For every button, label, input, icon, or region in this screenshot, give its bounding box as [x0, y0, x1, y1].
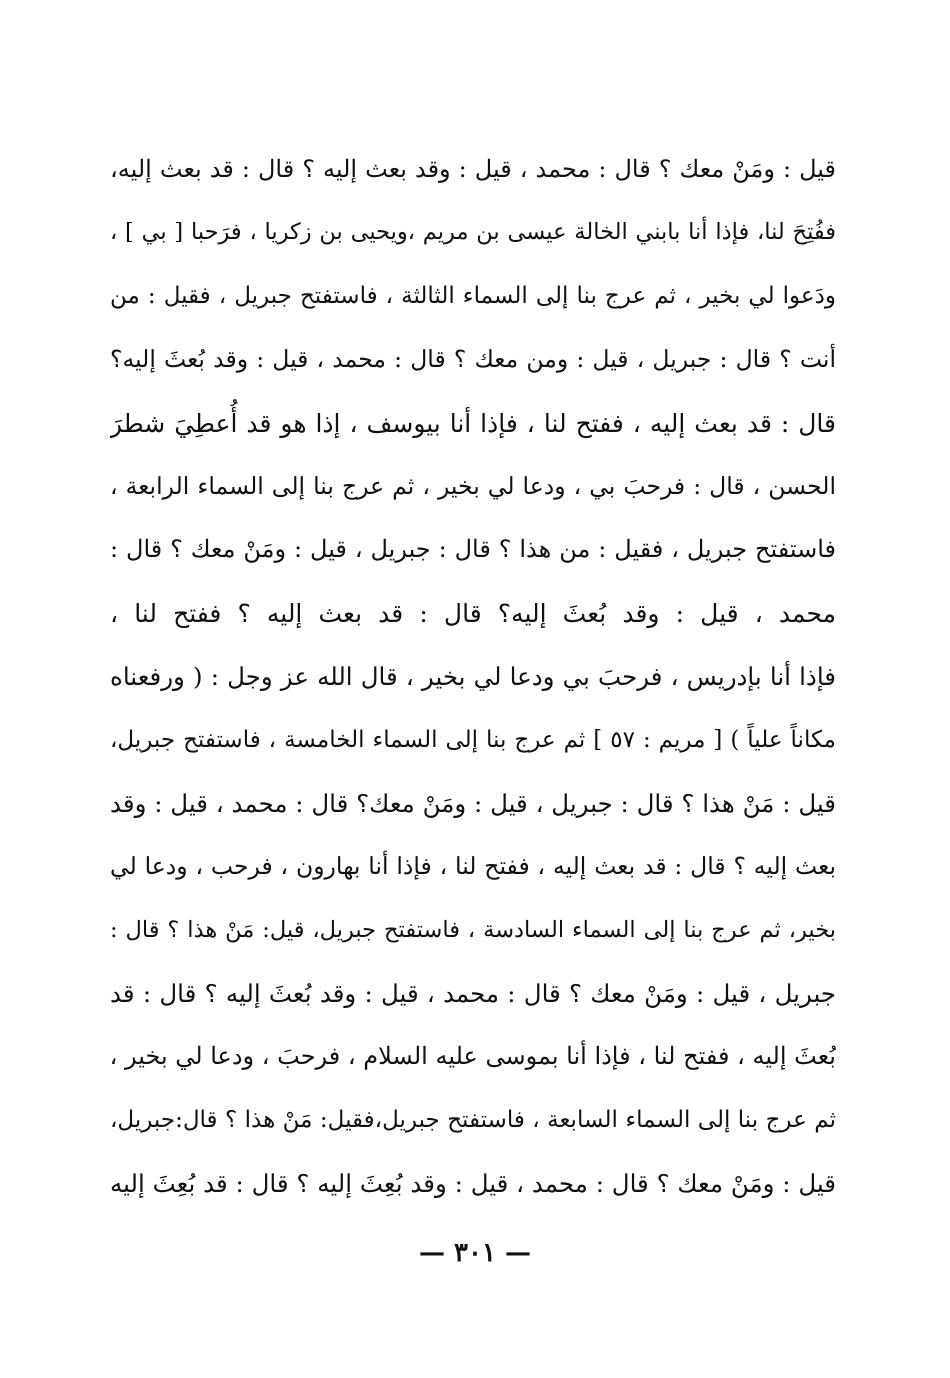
- text-line-9: فإذا أنا بإدريس ، فرحبَ بي ودعا لي بخير ، قال الله عز وجل : ( ورفعناه: [110, 662, 836, 692]
- text-line-2: ففُتِحَ لنا، فإذا أنا بابني الخالة عيسى بن مريم ،ويحيى بن زكريا ، فرَحبا [ بي ] ،: [110, 219, 836, 246]
- text-line-1: قيل : ومَنْ معك ؟ قال : محمد ، قيل : وقد بعث إليه ؟ قال : قد بعث إليه،: [110, 155, 836, 183]
- text-line-7: فاستفتح جبريل ، فقيل : من هذا ؟ قال : جبريل ، قيل : ومَنْ معك ؟ قال :: [110, 535, 836, 564]
- text-line-6: الحسن ، قال : فرحبَ بي ، ودعا لي بخير ، ثم عرج بنا إلى السماء الرابعة ،: [110, 471, 836, 500]
- body-text: [110, 138, 836, 1216]
- page-number: — ٣٠١ —: [418, 1238, 532, 1268]
- text-line-8: محمد ، قيل : وقد بُعثَ إليه؟ قال : قد بعث إليه ؟ ففتح لنا ،: [110, 598, 836, 628]
- text-line-4: أنت ؟ قال : جبريل ، قيل : ومن معك ؟ قال : محمد ، قيل : وقد بُعثَ إليه؟: [110, 345, 836, 374]
- text-line-15: بُعثَ إليه ، ففتح لنا ، فإذا أنا بموسى عليه السلام ، فرحبَ ، ودعا لي بخير ،: [110, 1042, 836, 1071]
- text-line-13: بخير، ثم عرج بنا إلى السماء السادسة ، فاستفتح جبريل، قيل: مَنْ هذا ؟ قال :: [110, 916, 836, 943]
- text-line-10: مكاناً علياً ) [ مريم : ٥٧ ] ثم عرج بنا إلى السماء الخامسة ، فاستفتح جبريل،: [110, 726, 836, 753]
- text-line-11: قيل : مَنْ هذا ؟ قال : جبريل ، قيل : ومَنْ معك؟ قال : محمد ، قيل : وقد: [110, 788, 836, 818]
- text-line-16: ثم عرج بنا إلى السماء السابعة ، فاستفتح جبريل،فقيل: مَنْ هذا ؟ قال:جبريل،: [110, 1106, 836, 1133]
- text-line-17: قيل : ومَنْ معك ؟ قال : محمد ، قيل : وقد بُعِثَ إليه ؟ قال : قد بُعِثَ إليه: [110, 1169, 836, 1199]
- text-line-3: ودَعوا لي بخير ، ثم عرج بنا إلى السماء الثالثة ، فاستفتح جبريل ، فقيل : من: [110, 282, 836, 309]
- text-line-12: بعث إليه ؟ قال : قد بعث إليه ، ففتح لنا ، فإذا أنا بهارون ، فرحب ، ودعا لي: [110, 852, 836, 881]
- text-line-5: قال : قد بعث إليه ، ففتح لنا ، فإذا أنا بيوسف ، إذا هو قد أُعطِيَ شطرَ: [110, 408, 836, 438]
- text-line-14: جبريل ، قيل : ومَنْ معك ؟ قال : محمد ، قيل : وقد بُعثَ إليه ؟ قال : قد: [110, 979, 836, 1009]
